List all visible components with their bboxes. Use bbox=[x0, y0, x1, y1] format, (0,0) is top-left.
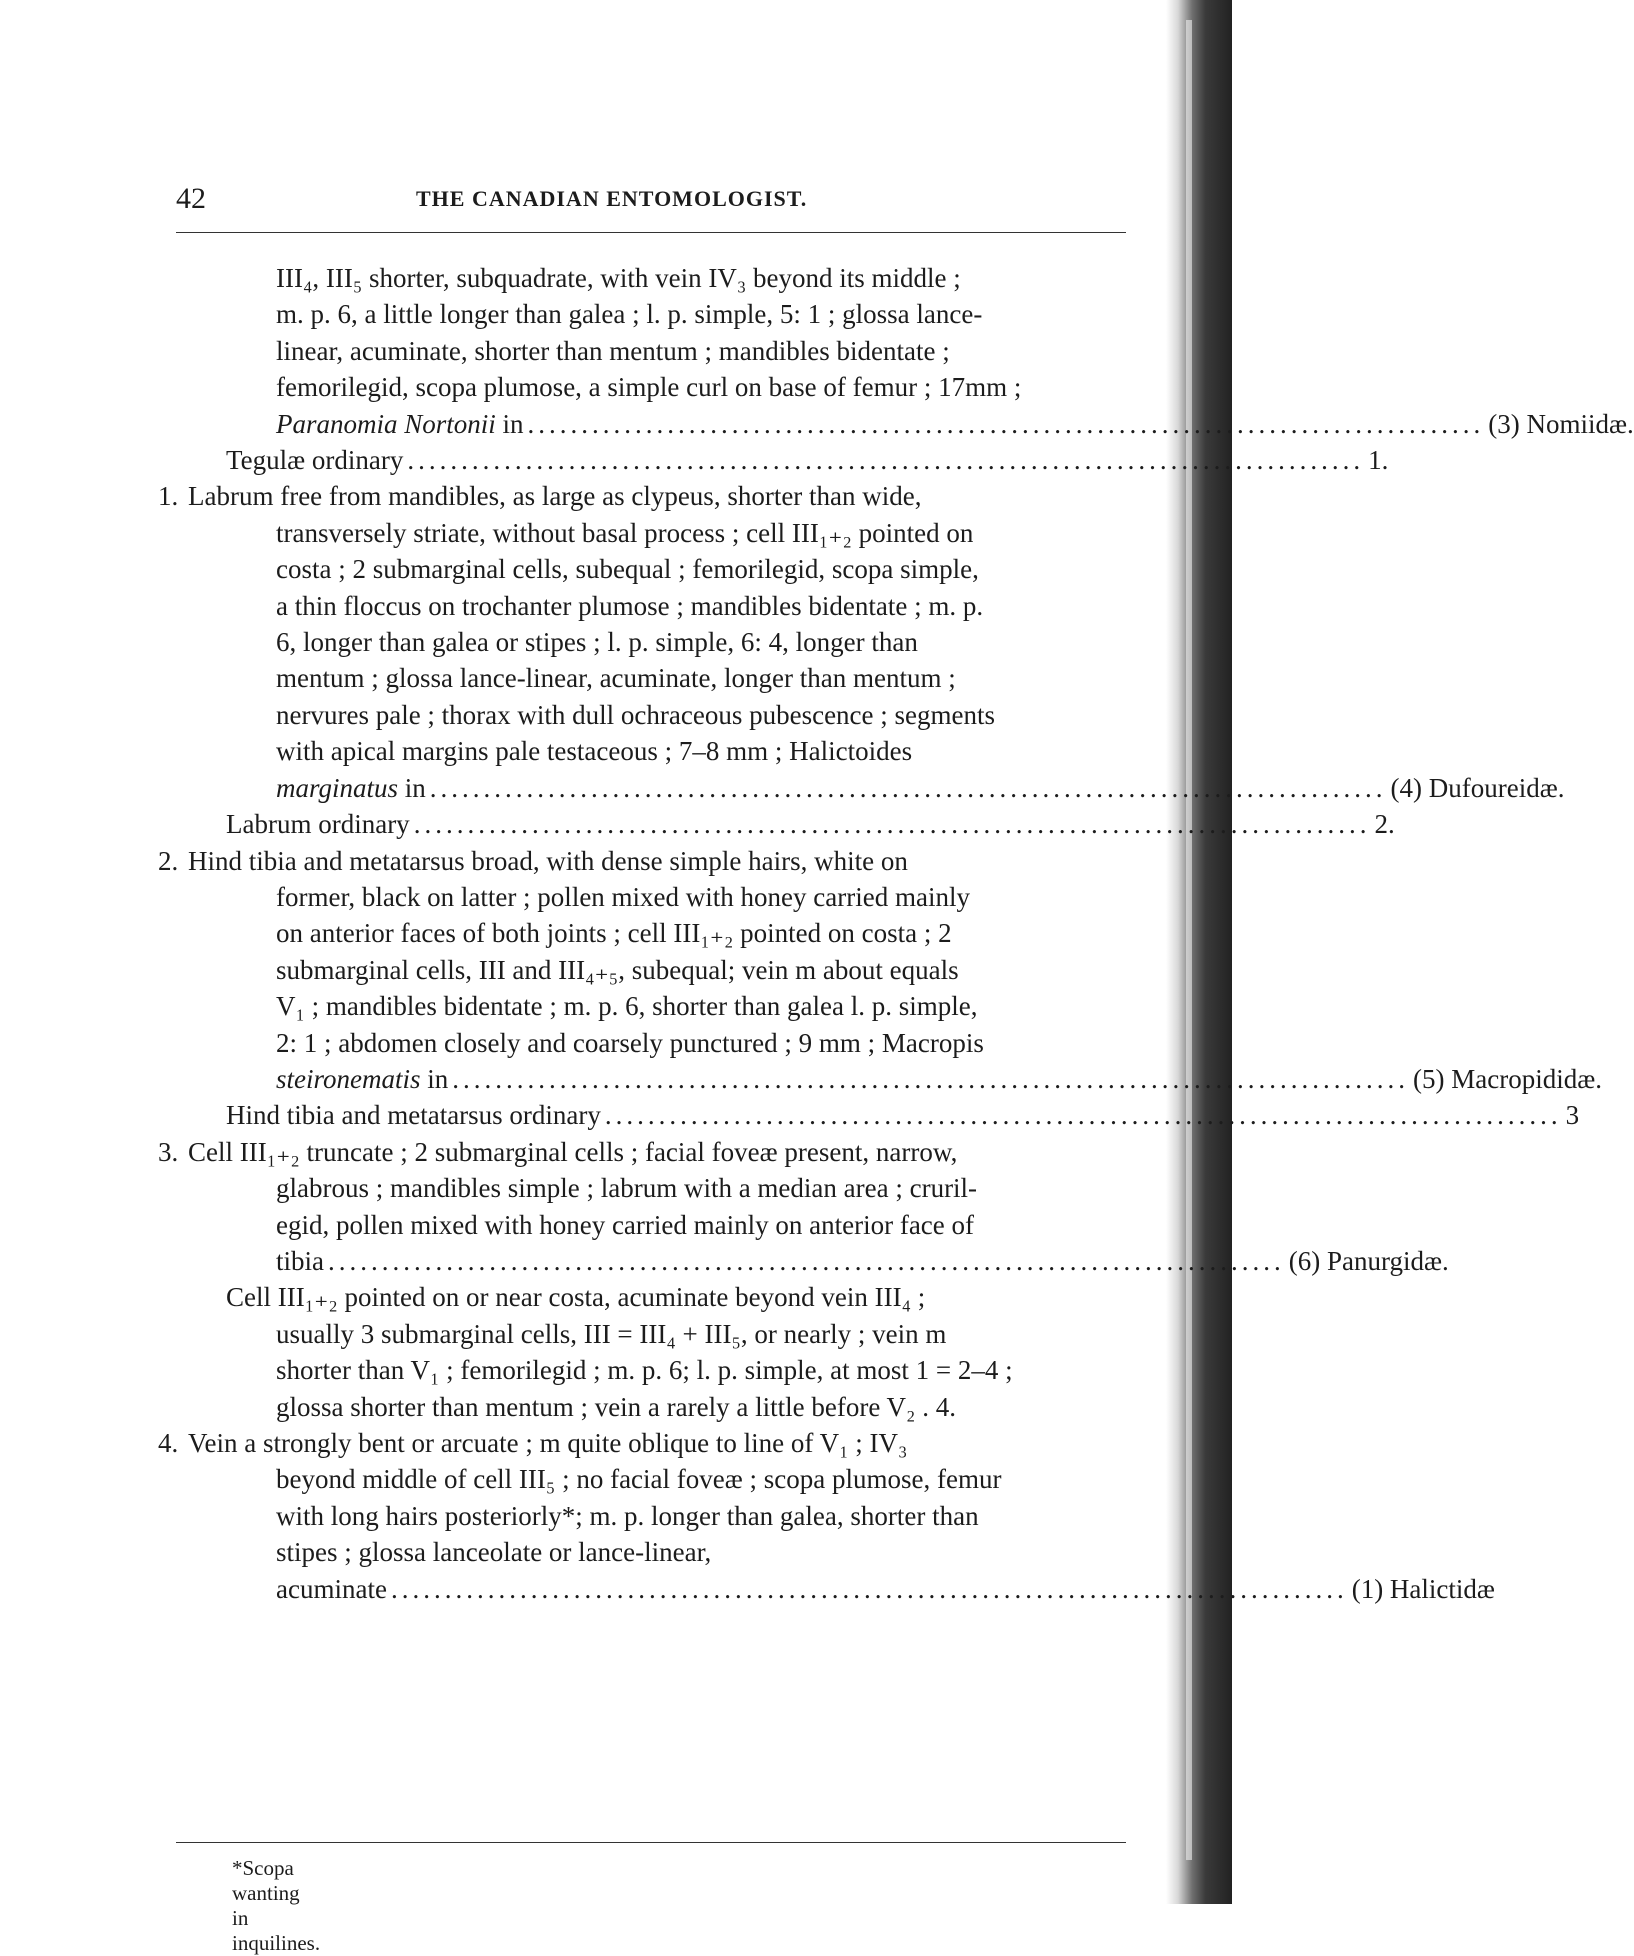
lead-rest: in bbox=[420, 1063, 449, 1094]
text-line: submarginal cells, III and III₄₊₅, subequal; vein m about equals bbox=[276, 954, 959, 985]
text-line: femorilegid, scopa plumose, a simple curl on base of femur ; 17mm ; bbox=[276, 372, 1022, 403]
text-line: mentum ; glossa lance-linear, acuminate, longer than mentum ; bbox=[276, 663, 956, 694]
key-entry-2 bbox=[158, 843, 1602, 1098]
text-line: linear, acuminate, shorter than mentum ; mandibles bidentate ; bbox=[276, 335, 950, 366]
leader-dots: ......................................................................................... bbox=[407, 445, 1365, 476]
text-line: egid, pollen mixed with honey carried mainly on anterior face of bbox=[276, 1209, 975, 1240]
text-line: costa ; 2 submarginal cells, subequal ; femorilegid, scopa simple, bbox=[276, 554, 979, 585]
leader-dots: ......................................................................................... bbox=[604, 1100, 1562, 1131]
footnote-rule bbox=[176, 1842, 1126, 1843]
text-line: 2: 1 ; abdomen closely and coarsely punctured ; 9 mm ; Macropis bbox=[276, 1027, 984, 1058]
couplet-number: 1. bbox=[158, 481, 179, 512]
key-entry-3 bbox=[158, 1134, 1449, 1280]
text-line: glabrous ; mandibles simple ; labrum with a median area ; cruril- bbox=[276, 1173, 978, 1204]
key-result: 1. bbox=[1368, 445, 1389, 476]
text-line: stipes ; glossa lanceolate or lance-linear, bbox=[276, 1537, 712, 1568]
key-result: (3) Nomiidæ. bbox=[1488, 408, 1634, 439]
text-line: Hind tibia and metatarsus broad, with dense simple hairs, white on bbox=[188, 845, 908, 876]
lead-rest: in bbox=[398, 772, 426, 803]
text-line: a thin floccus on trochanter plumose ; mandibles bidentate ; m. p. bbox=[276, 590, 984, 621]
taxon-name: Paranomia Nortonii bbox=[276, 408, 496, 439]
lead-rest: in bbox=[495, 408, 524, 439]
key-result: 2. bbox=[1374, 809, 1395, 840]
key-entry-continuation bbox=[176, 260, 1634, 442]
lead-text: Labrum ordinary bbox=[226, 809, 410, 840]
text-line: Vein a strongly bent or arcuate ; m quite oblique to line of V₁ ; IV₃ bbox=[188, 1428, 908, 1458]
key-entry-labrum bbox=[176, 806, 1395, 842]
footnote: *Scopa wanting in inquilines. bbox=[232, 1856, 321, 1955]
key-result: (5) Macropididæ. bbox=[1413, 1063, 1602, 1094]
page bbox=[158, 170, 1634, 1604]
key-entry-hind-tibia bbox=[176, 1097, 1580, 1133]
running-header bbox=[176, 170, 1126, 222]
lead-text: Tegulæ ordinary bbox=[226, 445, 404, 476]
lead-text: Hind tibia and metatarsus ordinary bbox=[226, 1100, 601, 1131]
text-line: usually 3 submarginal cells, III = III₄ + III₅, or nearly ; vein m bbox=[276, 1318, 947, 1349]
text-line: former, black on latter ; pollen mixed with honey carried mainly bbox=[276, 881, 970, 912]
key-entry-3-alt bbox=[176, 1279, 1126, 1425]
text-line: on anterior faces of both joints ; cell III₁₊₂ pointed on costa ; 2 bbox=[276, 918, 952, 949]
journal-title: THE CANADIAN ENTOMOLOGIST. bbox=[416, 186, 808, 211]
lead-text: tibia bbox=[276, 1245, 324, 1276]
key-entry-1 bbox=[158, 478, 1565, 806]
lead-text: acuminate bbox=[276, 1573, 387, 1604]
taxon-name: steironematis bbox=[276, 1063, 421, 1094]
text-line: with long hairs posteriorly*; m. p. longer than galea, shorter than bbox=[276, 1500, 979, 1531]
leader-dots: ......................................................................................... bbox=[527, 408, 1485, 439]
leader-dots: ......................................................................................... bbox=[390, 1573, 1348, 1604]
header-rule bbox=[176, 232, 1126, 233]
page-edge-shadow bbox=[1166, 0, 1232, 1904]
text-line: nervures pale ; thorax with dull ochraceous pubescence ; segments bbox=[276, 699, 996, 730]
key-text bbox=[158, 260, 1634, 1607]
key-entry-4 bbox=[158, 1425, 1495, 1607]
text-line: III₄, III₅ shorter, subquadrate, with vein IV₃ beyond its middle ; bbox=[276, 263, 961, 293]
text-line: 6, longer than galea or stipes ; l. p. simple, 6: 4, longer than bbox=[276, 627, 918, 658]
taxon-name: marginatus bbox=[276, 772, 399, 803]
couplet-number: 2. bbox=[158, 845, 179, 876]
couplet-number: 4. bbox=[158, 1428, 179, 1458]
couplet-number: 3. bbox=[158, 1136, 179, 1167]
text-line: V₁ ; mandibles bidentate ; m. p. 6, shorter than galea l. p. simple, bbox=[276, 991, 978, 1022]
text-line: shorter than V₁ ; femorilegid ; m. p. 6; l. p. simple, at most 1 = 2–4 ; bbox=[276, 1355, 1013, 1386]
page-number: 42 bbox=[176, 182, 206, 215]
text-line: Labrum free from mandibles, as large as clypeus, shorter than wide, bbox=[188, 481, 922, 512]
text-line: Cell III₁₊₂ pointed on or near costa, acuminate beyond vein III₄ ; bbox=[226, 1282, 926, 1313]
leader-dots: ......................................................................................... bbox=[429, 772, 1387, 803]
key-result: (6) Panurgidæ. bbox=[1288, 1245, 1449, 1276]
text-line: transversely striate, without basal process ; cell III₁₊₂ pointed on bbox=[276, 517, 974, 548]
leader-line bbox=[276, 406, 1634, 442]
leader-dots: ......................................................................................... bbox=[328, 1245, 1285, 1276]
key-result: (4) Dufoureidæ. bbox=[1390, 772, 1565, 803]
leader-dots: ......................................................................................... bbox=[452, 1063, 1410, 1094]
text-line: Cell III₁₊₂ truncate ; 2 submarginal cells ; facial foveæ present, narrow, bbox=[188, 1136, 958, 1167]
key-result: (1) Halictidæ bbox=[1351, 1573, 1495, 1604]
text-line: beyond middle of cell III₅ ; no facial foveæ ; scopa plumose, femur bbox=[276, 1464, 1002, 1495]
text-line: glossa shorter than mentum ; vein a rarely a little before V₂ . 4. bbox=[276, 1391, 956, 1422]
key-entry-tegulae bbox=[176, 442, 1389, 478]
text-line: with apical margins pale testaceous ; 7–8 mm ; Halictoides bbox=[276, 736, 913, 767]
key-result: 3 bbox=[1565, 1100, 1580, 1131]
text-line: m. p. 6, a little longer than galea ; l. p. simple, 5: 1 ; glossa lance- bbox=[276, 299, 983, 330]
leader-dots: ......................................................................................... bbox=[413, 809, 1371, 840]
